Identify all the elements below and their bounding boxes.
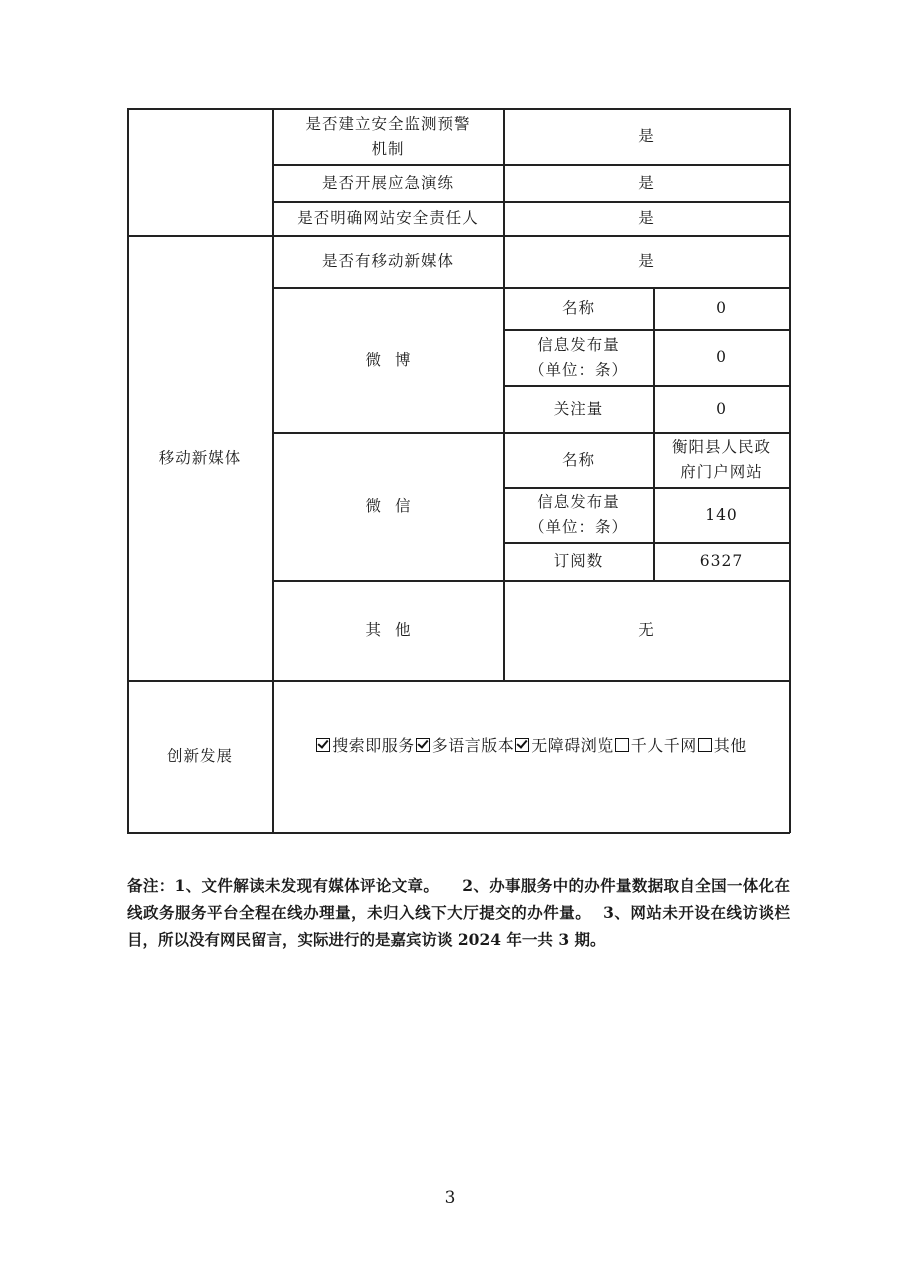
checkbox-personalized[interactable] <box>615 738 629 752</box>
checkbox-search-service[interactable] <box>316 738 330 752</box>
page-number: 3 <box>444 1188 456 1208</box>
weibo-posts-value: 0 <box>716 348 727 366</box>
option-label: 无障碍浏览 <box>531 735 614 755</box>
remark-item-2: 2、办事服务中的办件量数据取自全国一体化在线政务服务平台全程在线办理量，未归入线下大厅提交的办件量。 <box>127 876 790 922</box>
wechat-name-label: 名称 <box>561 450 595 469</box>
wechat-label: 微信 <box>365 497 425 515</box>
wechat-posts-value: 140 <box>705 505 738 524</box>
remarks-paragraph <box>127 872 790 953</box>
innovation-options <box>273 681 789 809</box>
has-mobile-media-value: 是 <box>638 252 655 270</box>
remark-item-3: 3、网站未开设在线访谈栏目，所以没有网民留言，实际进行的是嘉宾访谈 2024 年一共 3 期。 <box>127 903 790 949</box>
value-line: 衡阳县人民政 <box>671 438 771 456</box>
checkbox-accessibility[interactable] <box>515 738 529 752</box>
label-line: （单位：条） <box>528 518 628 536</box>
emergency-drill-label: 是否开展应急演练 <box>321 173 454 192</box>
label-line: 机制 <box>371 139 405 158</box>
other-media-label: 其他 <box>365 621 425 639</box>
weibo-name-label: 名称 <box>561 299 595 317</box>
mobile-media-section-label: 移动新媒体 <box>158 448 242 467</box>
security-officer-value: 是 <box>638 209 655 227</box>
innovation-options-list <box>315 733 747 758</box>
weibo-followers-label: 关注量 <box>553 399 604 418</box>
monitoring-warning-value: 是 <box>638 127 655 145</box>
label-line: 信息发布量 <box>537 335 620 354</box>
remarks-prefix: 备注： <box>127 876 175 895</box>
value-line: 府门户网站 <box>680 463 763 481</box>
emergency-drill-value: 是 <box>638 173 655 192</box>
weibo-label: 微博 <box>365 350 425 369</box>
weibo-followers-value: 0 <box>716 399 727 418</box>
option-label: 其他 <box>713 735 747 755</box>
has-mobile-media-label: 是否有移动新媒体 <box>321 252 454 270</box>
weibo-posts-label <box>504 330 653 385</box>
remark-item-1: 1、文件解读未发现有媒体评论文章。 <box>174 876 440 895</box>
monitoring-warning-label <box>273 109 503 164</box>
label-line: （单位：条） <box>528 360 628 379</box>
label-line: 是否建立安全监测预警 <box>305 114 471 133</box>
checkbox-multilingual[interactable] <box>416 738 430 752</box>
option-label: 千人千网 <box>630 735 697 755</box>
wechat-subscribers-label: 订阅数 <box>553 552 604 570</box>
wechat-posts-label <box>504 488 653 542</box>
option-label: 多语言版本 <box>431 735 515 755</box>
option-label: 搜索即服务 <box>332 735 415 755</box>
security-officer-label: 是否明确网站安全责任人 <box>297 209 479 227</box>
weibo-name-value: 0 <box>716 299 727 317</box>
table-border-right <box>789 108 791 833</box>
wechat-name-value <box>654 433 789 487</box>
innovation-section-label: 创新发展 <box>166 747 233 765</box>
other-media-value: 无 <box>638 621 655 639</box>
label-line: 信息发布量 <box>537 493 620 511</box>
report-table <box>127 108 790 833</box>
wechat-subscribers-value: 6327 <box>699 552 744 570</box>
checkbox-other[interactable] <box>698 738 712 752</box>
table-border-bottom <box>127 832 790 834</box>
